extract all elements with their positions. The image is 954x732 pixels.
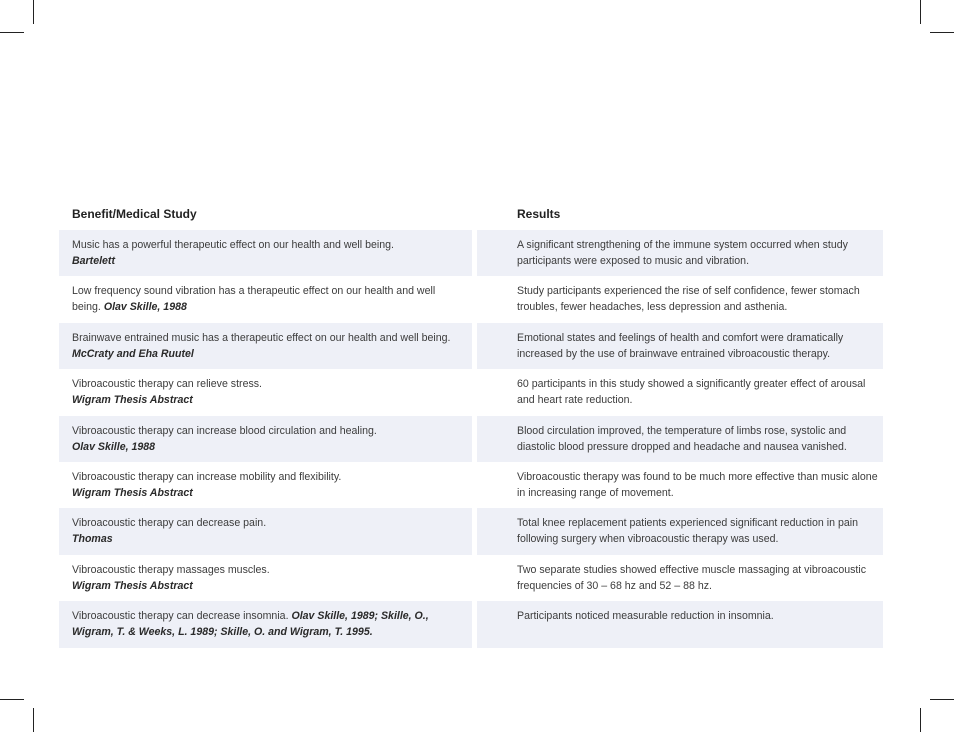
citation: Wigram Thesis Abstract (72, 486, 193, 499)
benefit-cell: Vibroacoustic therapy massages muscles. Wigram Thesis Abstract (72, 563, 270, 592)
table-row (59, 369, 883, 415)
citation: Wigram Thesis Abstract (72, 579, 193, 592)
table-row (59, 508, 883, 554)
citation: Wigram Thesis Abstract (72, 394, 193, 407)
table-row (59, 230, 883, 276)
benefit-cell: Brainwave entrained music has a therapeutic effect on our health and well being. McCraty and Eha Ruutel (72, 331, 451, 360)
result-cell: Participants noticed measurable reduction in insomnia. (517, 610, 774, 623)
citation: Olav Skille, 1989; Skille, O., Wigram, T. & Weeks, L. 1989; Skille, O. and Wigram, T. 1995. (72, 610, 429, 639)
result-cell: Study participants experienced the rise of self confidence, fewer stomach troubles, fewer headaches, less depression and asthenia. (517, 285, 860, 314)
citation: Thomas (72, 533, 113, 546)
citation: Olav Skille, 1988 (103, 301, 187, 314)
crop-mark (0, 699, 24, 700)
result-cell: Vibroacoustic therapy was found to be much more effective than music alone in increasing range of movement. (517, 470, 878, 499)
citation: Olav Skille, 1988 (72, 440, 156, 453)
crop-mark (930, 699, 954, 700)
table-row (59, 462, 883, 508)
benefit-cell: Music has a powerful therapeutic effect on our health and well being. Bartelett (72, 239, 394, 267)
benefit-cell: Vibroacoustic therapy can increase mobility and flexibility. Wigram Thesis Abstract (72, 470, 342, 499)
crop-mark (930, 32, 954, 33)
table-row (59, 601, 883, 647)
crop-mark (920, 708, 921, 732)
table-header (59, 200, 883, 230)
crop-mark (33, 0, 34, 24)
result-cell: Two separate studies showed effective muscle massaging at vibroacoustic frequencies of 30 – 68 hz and 52 – 88 hz. (517, 563, 866, 592)
header-benefit: Benefit/Medical Study (72, 207, 197, 221)
citation: Bartelett (72, 255, 115, 267)
crop-mark (33, 708, 34, 732)
result-cell: Total knee replacement patients experienced significant reduction in pain following surgery when vibroacoustic therapy was used. (517, 517, 858, 546)
result-cell: Emotional states and feelings of health and comfort were dramatically increased by the use of brainwave entrained vibroacoustic therapy. (517, 331, 844, 360)
benefit-cell: Vibroacoustic therapy can increase blood circulation and healing. Olav Skille, 1988 (72, 424, 377, 453)
crop-mark (920, 0, 921, 24)
result-cell: 60 participants in this study showed a significantly greater effect of arousal and heart rate reduction. (517, 378, 866, 407)
table-row (59, 276, 883, 322)
crop-mark (0, 32, 24, 33)
benefit-cell: Low frequency sound vibration has a therapeutic effect on our health and well being. Olav Skille, 1988 (72, 285, 436, 314)
benefit-cell: Vibroacoustic therapy can decrease insomnia. Olav Skille, 1989; Skille, O., Wigram, T. & Weeks, L. 1989; Skille, O. and Wigram, T. 1995. (72, 610, 429, 639)
benefit-cell: Vibroacoustic therapy can relieve stress. Wigram Thesis Abstract (72, 378, 262, 407)
table-row (59, 555, 883, 601)
table-row (59, 416, 883, 462)
result-cell: A significant strengthening of the immune system occurred when study participants were exposed to music and vibration. (517, 239, 848, 267)
table-row (59, 323, 883, 369)
header-results: Results (517, 207, 561, 221)
result-cell: Blood circulation improved, the temperature of limbs rose, systolic and diastolic blood pressure dropped and headache and nausea vanished. (517, 424, 847, 453)
benefit-cell: Vibroacoustic therapy can decrease pain. Thomas (72, 517, 267, 546)
benefits-table (59, 200, 883, 648)
citation: McCraty and Eha Ruutel (72, 347, 194, 360)
